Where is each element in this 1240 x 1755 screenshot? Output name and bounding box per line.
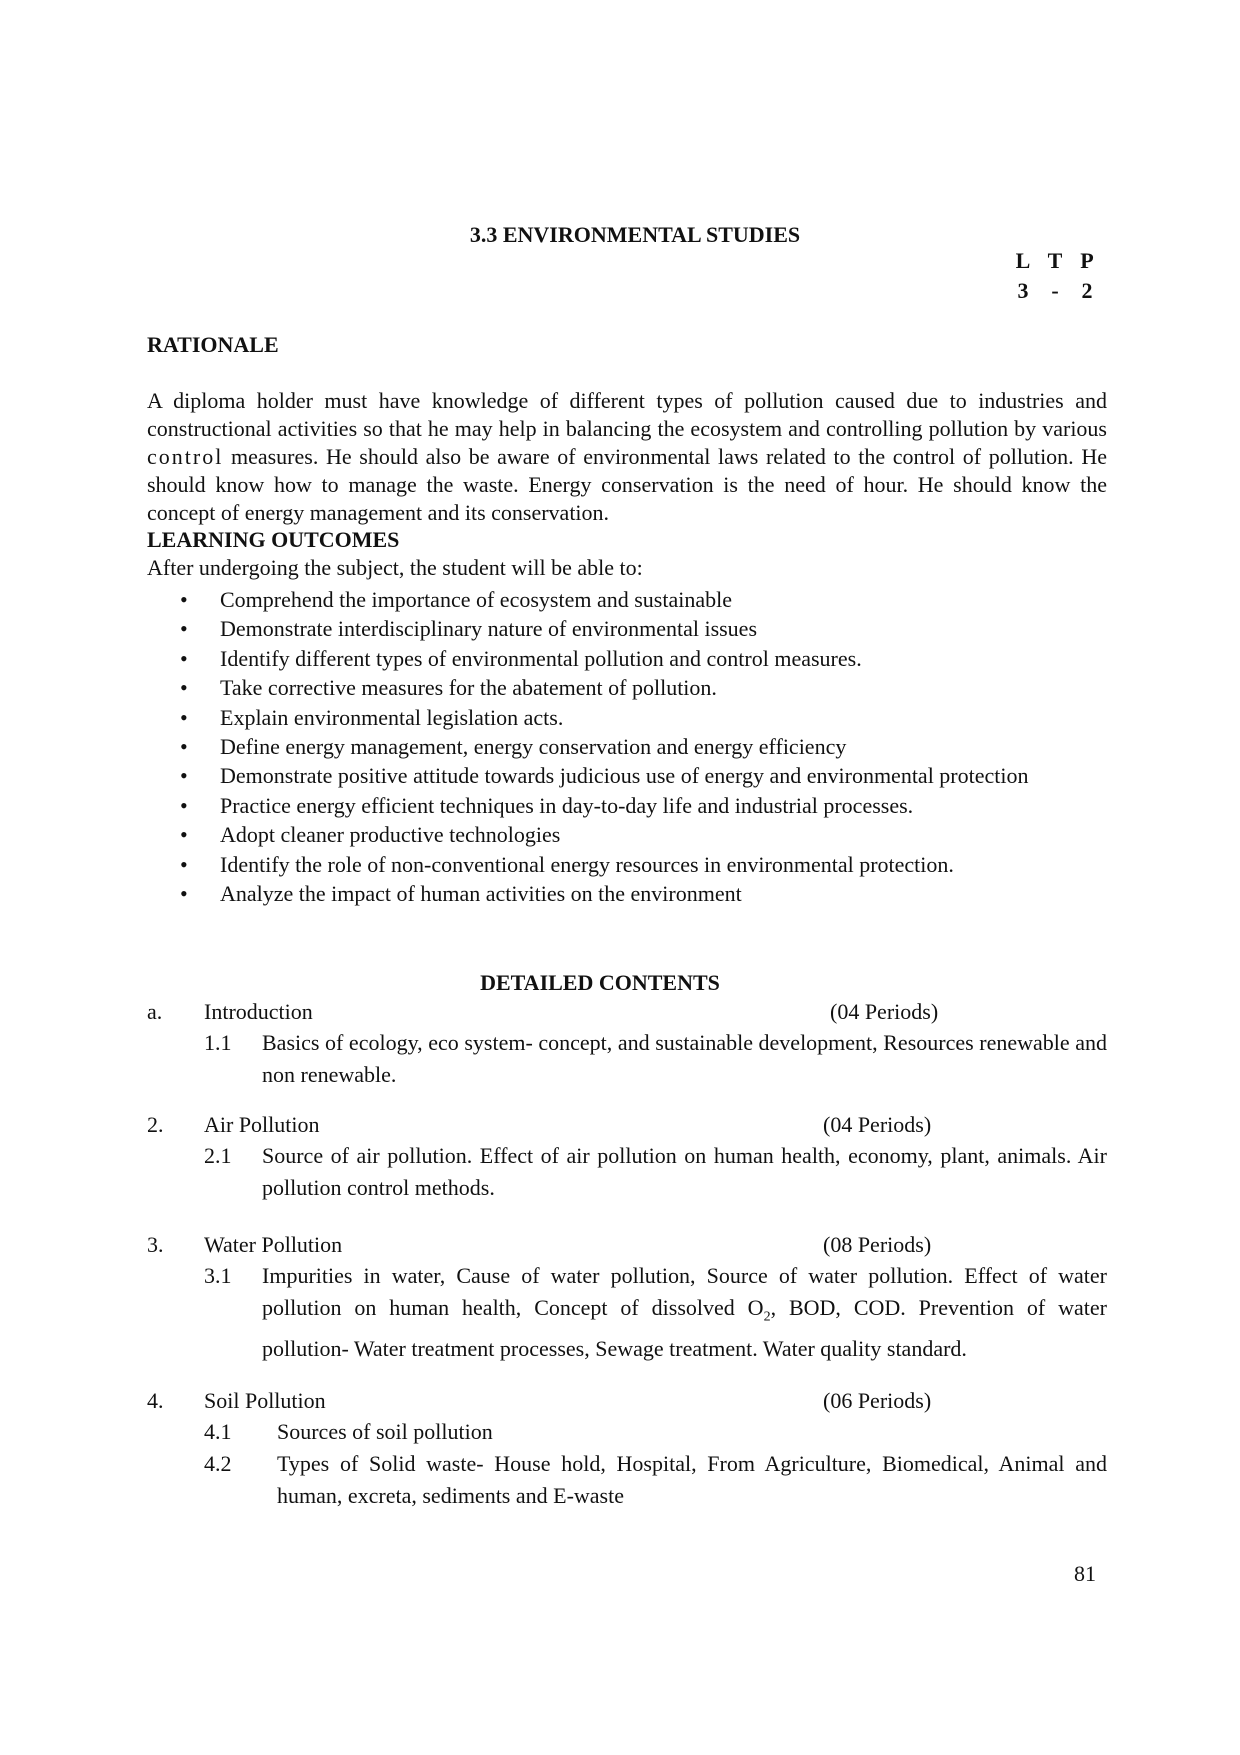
bullet-icon: • bbox=[180, 704, 188, 730]
bullet-icon: • bbox=[180, 881, 188, 907]
ltp-t-value: - bbox=[1051, 278, 1059, 303]
list-item: • Explain environmental legislation acts. bbox=[180, 703, 1100, 732]
section-periods: (04 Periods) bbox=[823, 1112, 932, 1137]
list-item: • Take corrective measures for the abatement of pollution. bbox=[180, 673, 1100, 702]
bullet-icon: • bbox=[180, 675, 188, 701]
rationale-heading: RATIONALE bbox=[147, 332, 279, 357]
subscript-2: 2 bbox=[763, 1309, 771, 1325]
page-number: 81 bbox=[1074, 1561, 1096, 1586]
bullet-icon: • bbox=[180, 763, 188, 789]
section-title: Air Pollution bbox=[204, 1112, 320, 1137]
ltp-l-value: 3 bbox=[1017, 278, 1029, 303]
section-header bbox=[147, 1110, 1107, 1140]
learning-outcomes-intro: After undergoing the subject, the student will be able to: bbox=[147, 555, 643, 580]
subsection bbox=[147, 1448, 1107, 1512]
bullet-icon: • bbox=[180, 792, 188, 818]
page-title: 3.3 ENVIRONMENTAL STUDIES bbox=[469, 222, 801, 247]
list-item: • Practice energy efficient techniques in day-to-day life and industrial processes. bbox=[180, 791, 1100, 820]
bullet-icon: • bbox=[180, 734, 188, 760]
subsection-text: Sources of soil pollution bbox=[277, 1419, 493, 1444]
section-soil-pollution bbox=[147, 1386, 1107, 1512]
section-header bbox=[147, 997, 1107, 1027]
subsection-text: Types of Solid waste- House hold, Hospital, From Agriculture, Biomedical, Animal and human, excreta, sediments and E-waste bbox=[277, 1451, 1107, 1508]
section-periods: (06 Periods) bbox=[823, 1388, 932, 1413]
list-item: • Comprehend the importance of ecosystem and sustainable bbox=[180, 585, 1100, 614]
subsection bbox=[147, 1027, 1107, 1091]
section-title: Soil Pollution bbox=[204, 1388, 326, 1413]
ltp-p-header: P bbox=[1080, 248, 1094, 273]
subsection bbox=[147, 1260, 1107, 1365]
section-introduction bbox=[147, 997, 1107, 1091]
rationale-text-part-2: measures. He should also be aware of environmental laws related to the control of pollution. He should know how to manage the waste. Energy conservation is the need of hour. He should know the concept of energy management and its conservation. bbox=[147, 444, 1107, 525]
list-item: • Define energy management, energy conservation and energy efficiency bbox=[180, 732, 1100, 761]
bullet-icon: • bbox=[180, 587, 188, 612]
rationale-text-part-1: A diploma holder must have knowledge of different types of pollution caused due to industries and constructional activities so that he may help in balancing the ecosystem and controlling pollution by various bbox=[147, 388, 1107, 441]
subsection-number: 4.2 bbox=[204, 1451, 232, 1476]
section-title: Introduction bbox=[204, 999, 313, 1024]
section-header bbox=[147, 1230, 1107, 1260]
section-periods: (04 Periods) bbox=[830, 999, 939, 1024]
section-title: Water Pollution bbox=[204, 1232, 343, 1257]
subsection-number: 2.1 bbox=[204, 1143, 232, 1168]
subsection-text: Impurities in water, Cause of water pollution, Source of water pollution. Effect of water pollution on human health, Concept of dissolved $O_2$, BOD, COD. Prevention of water pollution- Water treatment processes, Sewage treatment. Water quality standard. bbox=[262, 1263, 1107, 1362]
list-item: • Identify different types of environmental pollution and control measures. bbox=[180, 644, 1100, 673]
ltp-header-row bbox=[1013, 248, 1097, 274]
section-number: 3. bbox=[147, 1232, 164, 1257]
subsection bbox=[147, 1140, 1107, 1204]
learning-outcomes-heading: LEARNING OUTCOMES bbox=[147, 527, 400, 552]
learning-outcomes-list bbox=[180, 585, 1100, 908]
detailed-contents-heading: DETAILED CONTENTS bbox=[480, 970, 720, 995]
section-number: 2. bbox=[147, 1112, 164, 1137]
list-item: • Analyze the impact of human activities on the environment bbox=[180, 879, 1100, 908]
bullet-icon: • bbox=[180, 645, 188, 671]
section-header bbox=[147, 1386, 1107, 1416]
section-number: a. bbox=[147, 999, 163, 1024]
ltp-l-header: L bbox=[1015, 248, 1031, 273]
subsection-number: 4.1 bbox=[204, 1419, 232, 1444]
bullet-icon: • bbox=[180, 616, 188, 642]
subsection-text: Basics of ecology, eco system- concept, and sustainable development, Resources renewable and non renewable. bbox=[262, 1030, 1107, 1087]
subsection-number: 3.1 bbox=[204, 1263, 232, 1288]
subsection bbox=[147, 1416, 1107, 1448]
bullet-icon: • bbox=[180, 851, 188, 877]
bullet-icon: • bbox=[180, 822, 188, 848]
section-number: 4. bbox=[147, 1388, 164, 1413]
subsection-text: Source of air pollution. Effect of air pollution on human health, economy, plant, animals. Air pollution control methods. bbox=[262, 1143, 1107, 1200]
list-item: • Adopt cleaner productive technologies bbox=[180, 820, 1100, 849]
list-item: • Demonstrate positive attitude towards judicious use of energy and environmental protection bbox=[180, 761, 1100, 790]
section-water-pollution bbox=[147, 1230, 1107, 1365]
ltp-value-row bbox=[1013, 278, 1097, 304]
rationale-paragraph bbox=[147, 387, 1107, 527]
ltp-p-value: 2 bbox=[1081, 278, 1093, 303]
section-air-pollution bbox=[147, 1110, 1107, 1204]
list-item: • Demonstrate interdisciplinary nature of environmental issues bbox=[180, 614, 1100, 643]
subsection-number: 1.1 bbox=[204, 1030, 232, 1055]
list-item: • Identify the role of non-conventional energy resources in environmental protection. bbox=[180, 850, 1100, 879]
rationale-text-control: control bbox=[147, 444, 224, 469]
ltp-t-header: T bbox=[1047, 248, 1063, 273]
section-periods: (08 Periods) bbox=[823, 1232, 932, 1257]
